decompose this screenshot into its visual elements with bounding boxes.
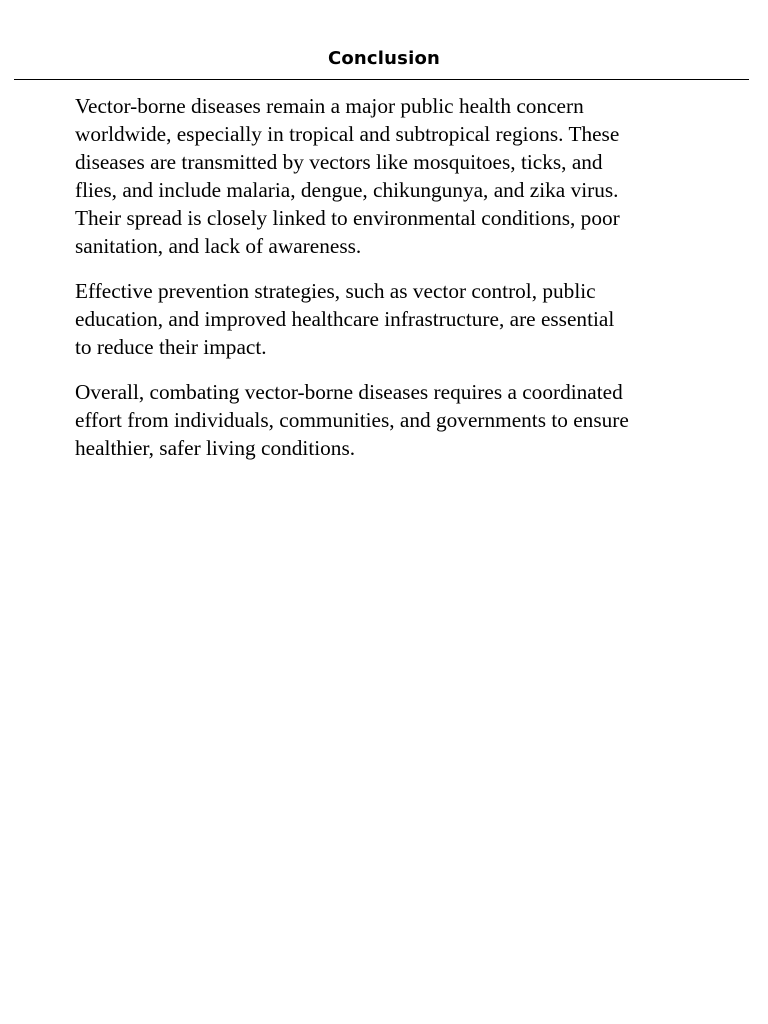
paragraph: Overall, combating vector-borne diseases requires a coordinated effort from individuals, communities, and governments to ensure healthier, safer living conditions. bbox=[75, 380, 629, 460]
section-heading: Conclusion bbox=[327, 48, 441, 69]
heading-divider bbox=[14, 79, 749, 80]
paragraph: Effective prevention strategies, such as vector control, public education, and improved healthcare infrastructure, are essential to reduce their impact. bbox=[75, 279, 615, 359]
paragraph: Vector-borne diseases remain a major public health concern worldwide, especially in tropical and subtropical regions. These diseases are transmitted by vectors like mosquitoes, ticks, and flies, and include malaria, dengue, chikungunya, and zika virus. Their spread is closely linked to environmental conditions, poor sanitation, and lack of awareness. bbox=[75, 94, 620, 258]
section-body bbox=[75, 92, 705, 479]
